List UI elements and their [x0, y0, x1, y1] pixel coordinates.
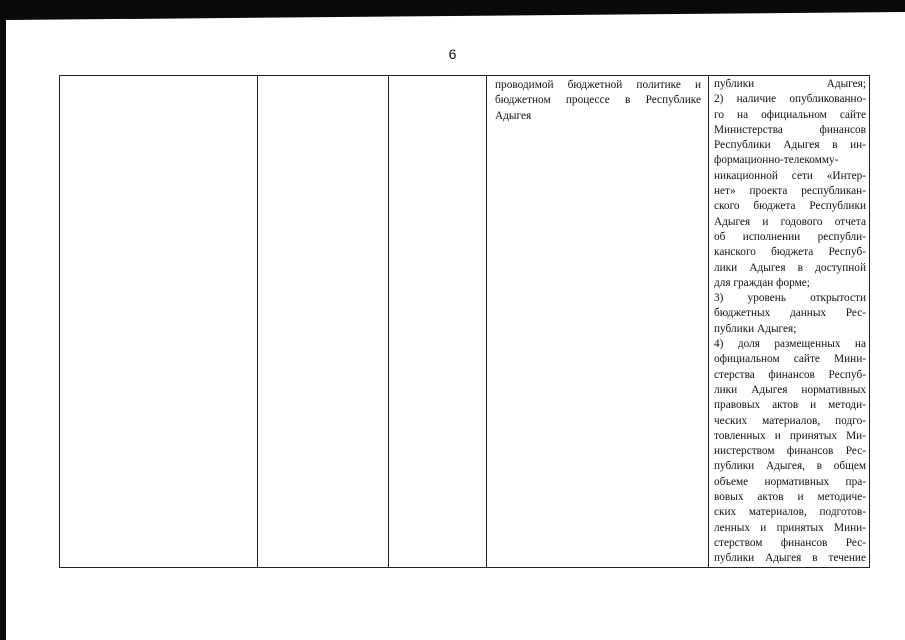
text-line: Министерства финансов: [714, 123, 866, 136]
text-line: публики Адыгея;: [714, 322, 797, 335]
text-line: бюджетных данных Рес-: [714, 307, 866, 320]
table-cell-2: [258, 76, 389, 568]
table-row: [60, 76, 870, 568]
text-line: 3) уровень открытости: [714, 292, 866, 305]
text-line: правовых актов и методи-: [714, 399, 866, 412]
text-line: публики Адыгея, в общем: [714, 460, 866, 473]
text-line: никационной сети «Интер-: [714, 169, 866, 182]
text-line: стерством финансов Рес-: [714, 536, 866, 549]
text-line: официальном сайте Мини-: [714, 353, 866, 366]
scan-top-border: [0, 0, 905, 20]
cell-5-text: [709, 76, 869, 567]
text-line: формационно-телекомму-: [714, 154, 839, 167]
text-line: лики Адыгея нормативных: [714, 383, 866, 396]
table-cell-3: [389, 76, 487, 568]
cell-4-text: [487, 76, 708, 124]
text-line: для граждан форме;: [714, 276, 810, 289]
text-line: Республики Адыгея в ин-: [714, 139, 866, 152]
page-number: 6: [448, 46, 457, 62]
text-line: 2) наличие опубликованно-: [714, 93, 866, 106]
text-line: нистерством финансов Рес-: [714, 445, 866, 458]
text-line: товленных и принятых Ми-: [714, 429, 866, 442]
text-line: вовых актов и методиче-: [714, 491, 866, 504]
text-line: канского бюджета Респуб-: [714, 246, 866, 259]
text-line: стерства финансов Респуб-: [714, 368, 866, 381]
text-line: проводимой бюджетной политике и: [495, 79, 701, 91]
scan-left-border: [0, 0, 6, 640]
document-table: [59, 75, 870, 568]
text-line: объеме нормативных пра-: [714, 475, 866, 488]
text-line: 4) доля размещенных на: [714, 338, 866, 351]
text-line: ского бюджета Республики: [714, 200, 866, 213]
text-line: публики Адыгея;: [714, 78, 866, 90]
text-line: Адыгея: [495, 109, 532, 122]
text-line: нет» проекта республикан-: [714, 185, 866, 198]
text-line: го на официальном сайте: [714, 108, 866, 121]
text-line: ческих материалов, подго-: [714, 414, 866, 427]
text-line: лики Адыгея в доступной: [714, 261, 866, 274]
table-cell-1: [60, 76, 258, 568]
text-line: Адыгея и годового отчета: [714, 215, 866, 228]
text-line: ленных и принятых Мини-: [714, 521, 866, 534]
text-line: об исполнении республи-: [714, 230, 866, 243]
text-line: публики Адыгея в течение: [714, 552, 866, 565]
text-line: ских материалов, подготов-: [714, 506, 866, 519]
table-cell-4: [487, 76, 709, 568]
text-line: бюджетном процессе в Республике: [495, 94, 701, 107]
table-cell-5: [709, 76, 870, 568]
